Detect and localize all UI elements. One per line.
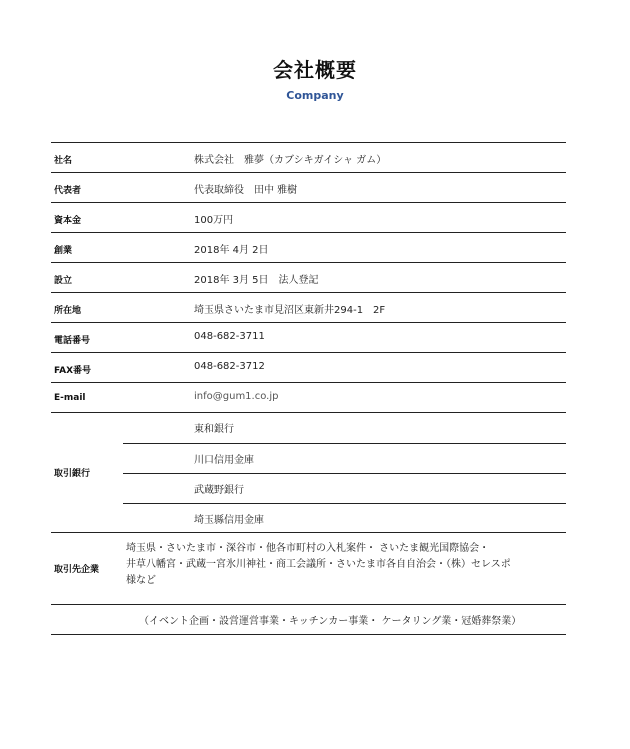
row-founded [51, 232, 566, 263]
row-company-name [51, 142, 566, 173]
divider [51, 604, 566, 605]
page-title: 会社概要 [273, 58, 357, 82]
bank-name: 武蔵野銀行 [194, 485, 244, 496]
bank-name: 埼玉縣信用金庫 [194, 515, 264, 526]
bank-item [123, 443, 566, 474]
row-banks [51, 412, 566, 533]
value-email[interactable]: info@gum1.co.jp [194, 391, 279, 402]
bank-name: 川口信用金庫 [194, 455, 254, 466]
partners-text [126, 541, 564, 589]
label-phone: 電話番号 [54, 336, 91, 346]
value-representative: 代表取締役 田中 雅樹 [194, 185, 298, 196]
row-phone [51, 322, 566, 353]
row-capital [51, 202, 566, 233]
value-capital: 100万円 [194, 215, 234, 226]
divider [51, 634, 566, 635]
label-established: 設立 [54, 276, 73, 286]
label-email: E-mail [54, 393, 86, 403]
partners-line: 井草八幡宮・武蔵一宮氷川神社・商工会議所・さいたま市各自自治会・（株）セレスポ [126, 559, 511, 570]
label-partners: 取引先企業 [54, 565, 100, 575]
label-capital: 資本金 [54, 216, 82, 226]
row-representative [51, 172, 566, 203]
label-banks: 取引銀行 [54, 469, 91, 479]
row-fax [51, 352, 566, 383]
value-established: 2018年 3月 5日 法人登記 [194, 275, 319, 286]
row-address [51, 292, 566, 323]
bank-item [123, 503, 566, 534]
label-company-name: 社名 [54, 156, 73, 166]
value-founded: 2018年 4月 2日 [194, 245, 269, 256]
bank-item [123, 473, 566, 504]
label-representative: 代表者 [54, 186, 82, 196]
value-company-name: 株式会社 雅夢（カブシキガイシャ ガム） [194, 155, 387, 166]
page-subtitle: Company [286, 89, 344, 102]
partners-line: 様など [126, 575, 156, 586]
label-founded: 創業 [54, 246, 73, 256]
value-fax: 048-682-3712 [194, 361, 265, 372]
partners-line: 埼玉県・さいたま市・深谷市・他各市町村の入札案件・ さいたま観光国際協会・ [126, 543, 490, 554]
row-partners [51, 532, 566, 605]
value-address: 埼玉県さいたま市見沼区東新井294-1 2F [194, 305, 386, 316]
label-address: 所在地 [54, 306, 82, 316]
row-email [51, 382, 566, 413]
bank-name: 東和銀行 [194, 424, 234, 435]
business-note: （イベント企画・設営運営事業・キッチンカー事業・ ケータリング業・冠婚葬祭業） [139, 616, 522, 627]
bank-item [123, 413, 566, 443]
value-phone: 048-682-3711 [194, 331, 265, 342]
row-established [51, 262, 566, 293]
label-fax: FAX番号 [54, 366, 92, 376]
